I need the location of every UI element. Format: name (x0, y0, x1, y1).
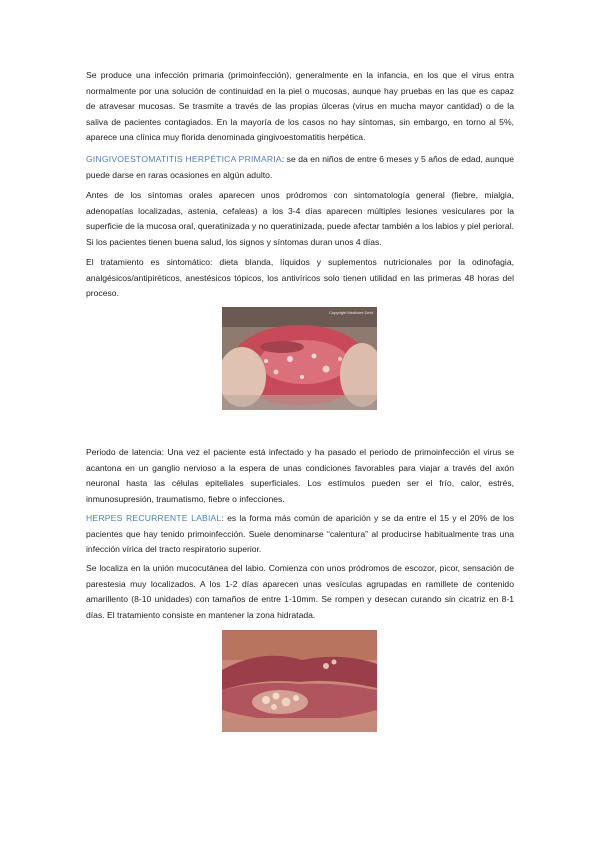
paragraph-body: : es la forma más común de aparición y se da entre el 15 y el 20% de los pacientes que hay tenido primoinfección. Suele denominarse “calentura” al producirse habitualmente tras una infección vírica del tracto respiratorio superior. (86, 513, 514, 554)
figure-herpes-labialis-photo (222, 630, 377, 732)
paragraph-body: : se da en niños de entre 6 meses y 5 años de edad, aunque puede darse en raras ocasiones en algún adulto. (86, 154, 514, 180)
section-heading-recurrent-herpes: HERPES RECURRENTE LABIAL (86, 513, 222, 523)
paragraph-prodromes (86, 188, 514, 250)
paragraph-text: Periodo de latencia: Una vez el paciente está infectado y ha pasado el periodo de primoinfección el virus se acantona en un ganglio nervioso a la espera de unas condiciones favorables para viajar a través del axón neuronal hasta las células epiteliales superficiales. Los estímulos pueden ser el frío, calor, estrés, inmunosupresión, traumatismo, fiebre o infecciones. (86, 447, 514, 504)
oral-mucosa-illustration (222, 307, 377, 410)
paragraph-text (86, 511, 514, 558)
figure-watermark: Copyright Medicine Dent (329, 310, 373, 315)
paragraph-latency (86, 445, 514, 507)
paragraph-primary-infection (86, 68, 514, 146)
paragraph-text: Se localiza en la unión mucocutánea del labio. Comienza con unos pródromos de escozor, picor, sensación de parestesia muy localizados. A los 1-2 días aparecen unas vesículas agrupadas en ramillete de contenido amarillento (8-10 unidades) con tamaños de entre 1-10mm. Se rompen y desecan curando sin cicatriz en 8-1 días. El tratamiento consiste en mantener la zona hidratada. (86, 563, 514, 620)
paragraph-location (86, 561, 514, 623)
lip-lesion-illustration (222, 630, 377, 732)
paragraph-gingivostomatitis (86, 152, 514, 183)
paragraph-text: Antes de los síntomas orales aparecen unos pródromos con sintomatología general (fiebre, mialgia, adenopatías localizadas, astenia, cefaleas) a los 3-4 días aparecen múltiples lesiones vesiculares por la superficie de la mucosa oral, queratinizada y no queratinizada, puede afectar también a los labios y piel perioral. Si los pacientes tienen buena salud, los signos y síntomas duran unos 4 días. (86, 190, 514, 247)
paragraph-text (86, 152, 514, 183)
paragraph-recurrent-herpes (86, 511, 514, 558)
section-heading-gingivostomatitis: GINGIVOESTOMATITIS HERPÉTICA PRIMARIA (86, 154, 282, 164)
paragraph-text: Se produce una infección primaria (primoinfección), generalmente en la infancia, en los que el virus entra normalmente por una solución de continuidad en la piel o mucosas, aunque hay pruebas en las que es capaz de atravesar mucosas. Se trasmite a través de las propias úlceras (virus en mucha mayor cantidad) o de la saliva de pacientes contagiados. En la mayoría de los casos no hay síntomas, sin embargo, en torno al 5%, aparece una clínica muy florida denominada gingivoestomatitis herpética. (86, 70, 514, 142)
paragraph-treatment (86, 255, 514, 302)
paragraph-text: El tratamiento es sintomático: dieta blanda, líquidos y suplementos nutricionales por la odinofagia, analgésicos/antipiréticos, anestésicos tópicos, los antivíricos solo tienen utilidad en las primeras 48 horas del proceso. (86, 257, 514, 298)
figure-gingivostomatitis-photo (222, 307, 377, 410)
